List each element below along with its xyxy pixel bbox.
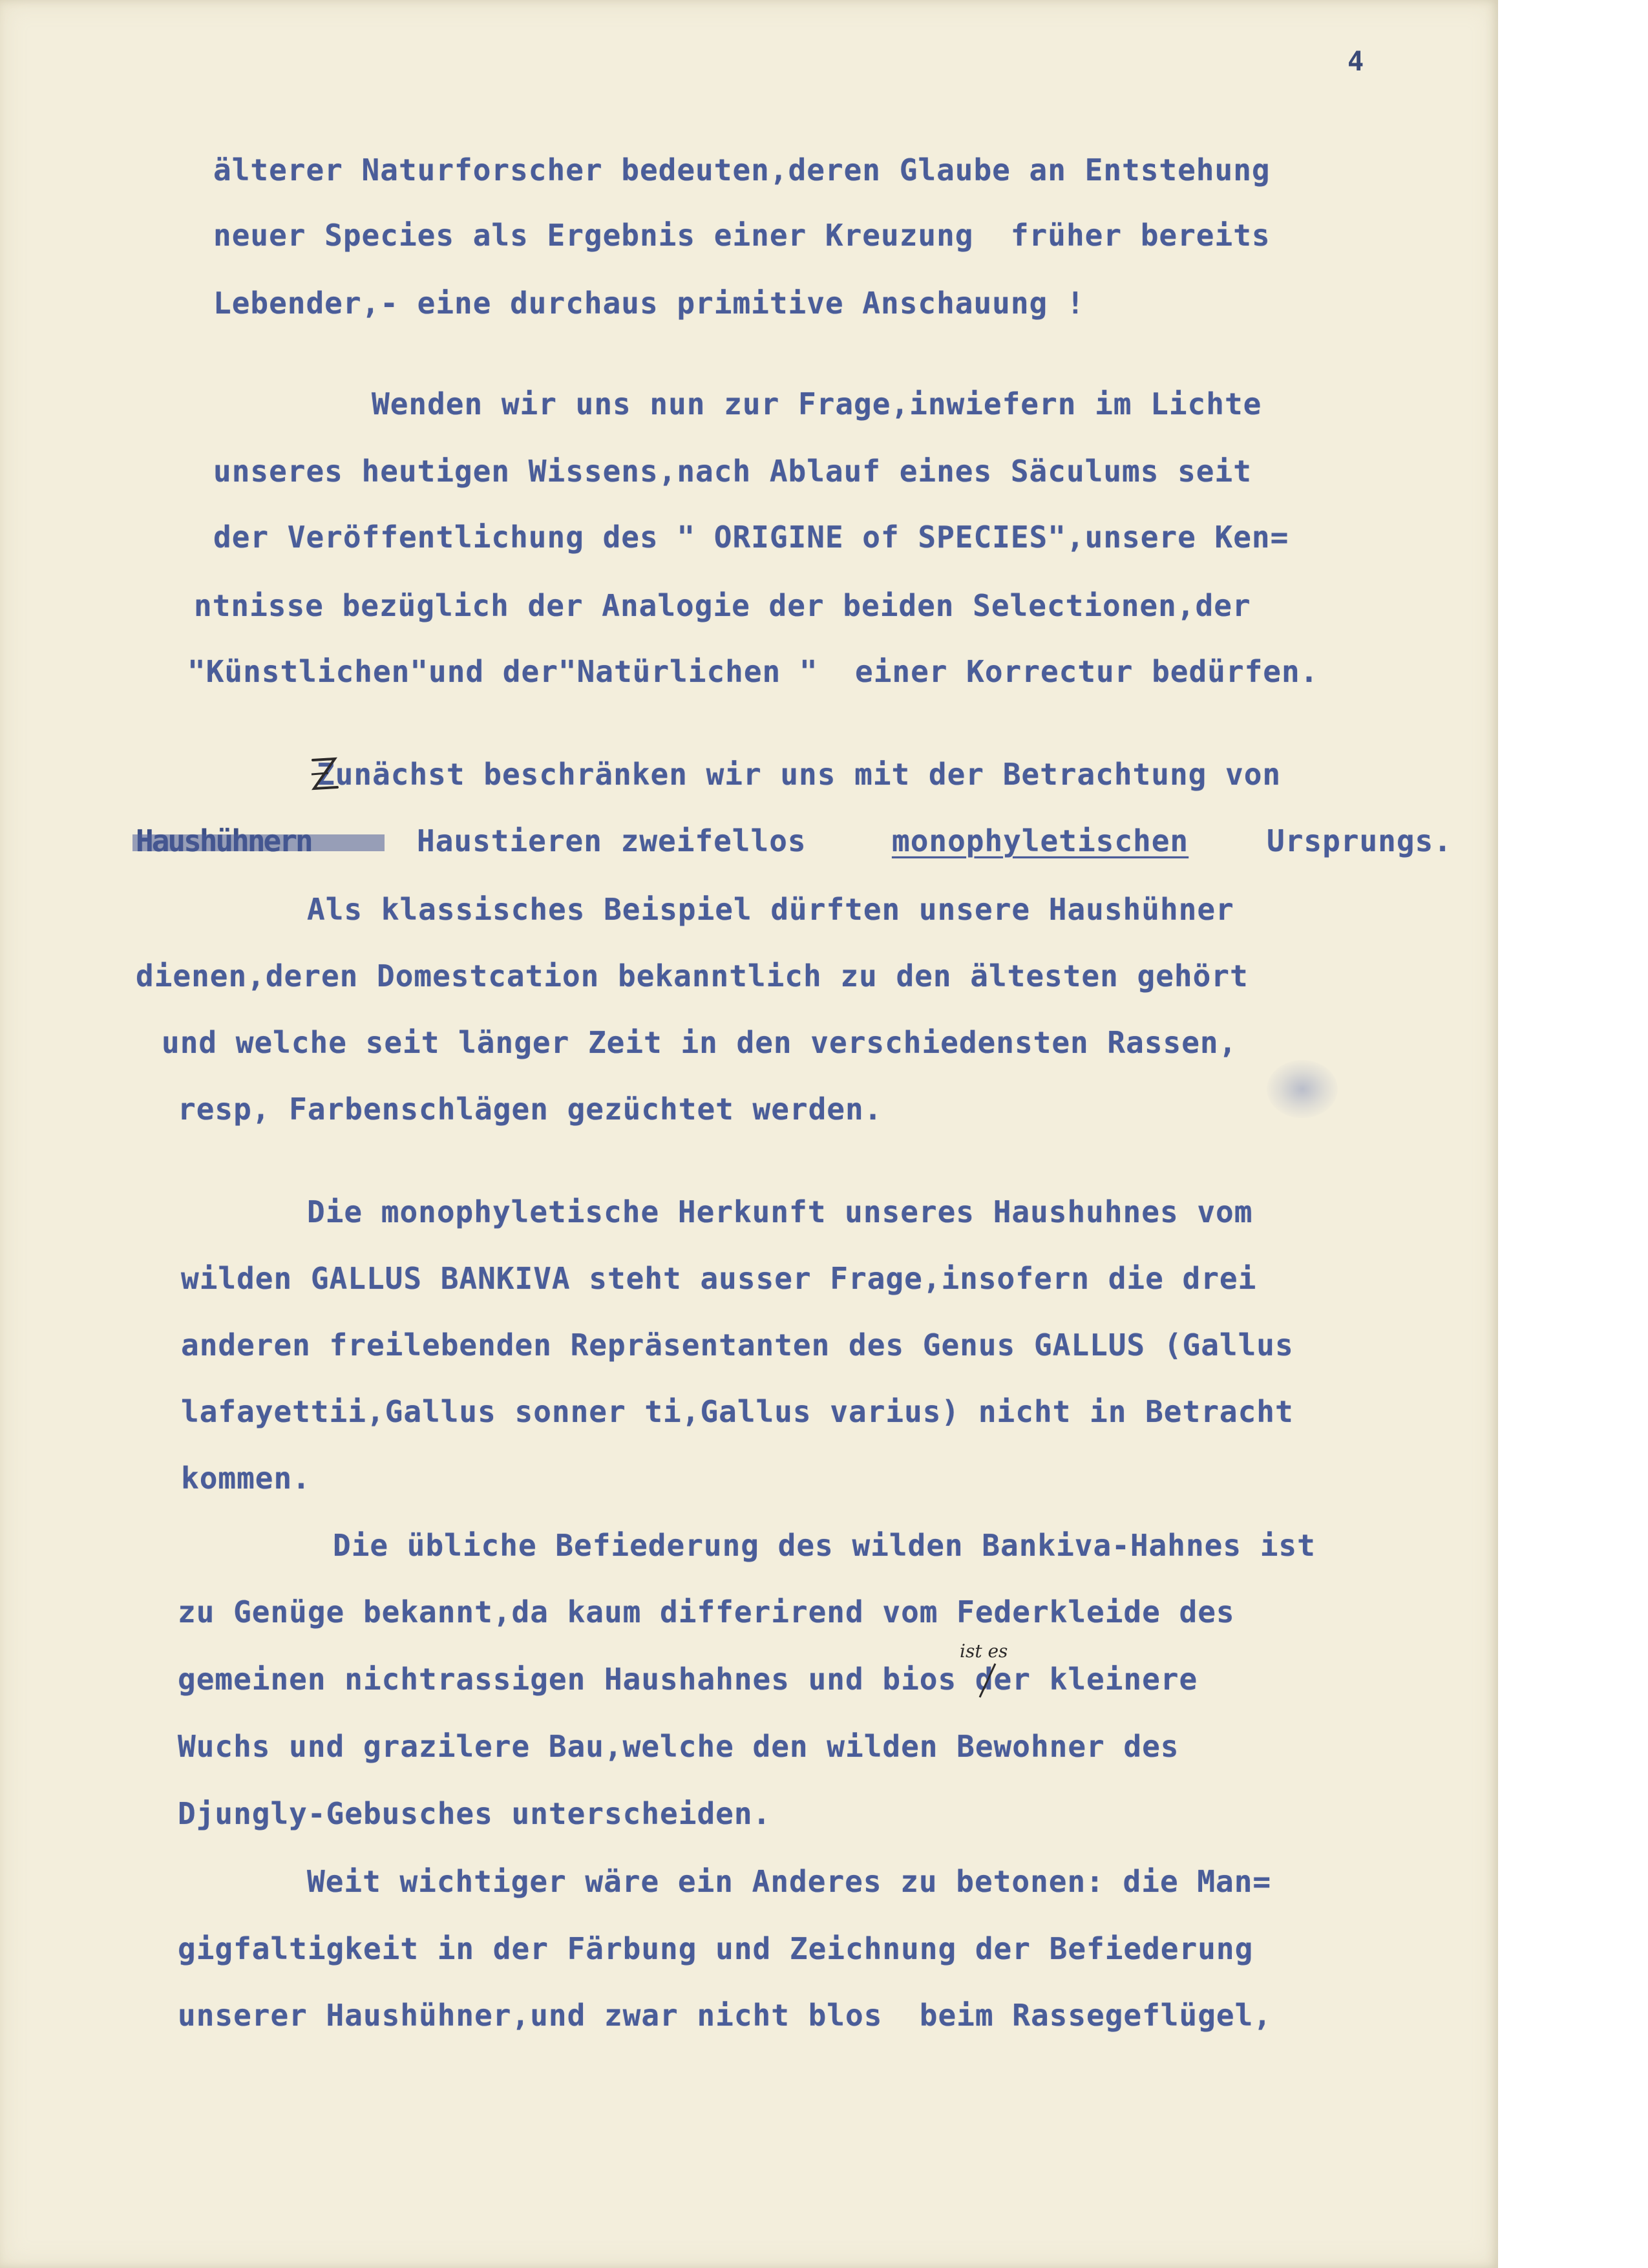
text-line: Lebender,- eine durchaus primitive Anschauung !	[213, 286, 1085, 321]
text-line: gemeinen nichtrassigen Haushahnes und bios der kleinere	[178, 1662, 1198, 1697]
text-line: kommen.	[181, 1461, 311, 1496]
text-line: zu Genüge bekannt,da kaum differirend vom Federkleide des	[178, 1595, 1235, 1629]
text-line: wilden GALLUS BANKIVA steht ausser Frage,insofern die drei	[181, 1261, 1257, 1296]
text-line: Ursprungs.	[1267, 823, 1452, 858]
strike-through-mark	[132, 831, 388, 856]
text-line: der Veröffentlichung des " ORIGINE of SPECIES",unsere Ken=	[213, 520, 1289, 555]
text-line: Wuchs und grazilere Bau,welche den wilden Bewohner des	[178, 1729, 1179, 1764]
handwritten-z-correction	[309, 755, 341, 795]
text-line: Wenden wir uns nun zur Frage,inwiefern im Lichte	[372, 387, 1262, 421]
text-line: unseres heutigen Wissens,nach Ablauf eines Säculums seit	[213, 454, 1252, 489]
text-line: ntnisse bezüglich der Analogie der beiden Selectionen,der	[194, 588, 1251, 623]
text-line: resp, Farbenschlägen gezüchtet werden.	[178, 1092, 883, 1127]
text-line: neuer Species als Ergebnis einer Kreuzung früher bereits	[213, 218, 1271, 253]
text-line: Haustieren zweifellos	[417, 823, 807, 858]
text-line: dienen,deren Domestcation bekanntlich zu den ältesten gehört	[136, 959, 1249, 993]
ink-smudge	[1267, 1060, 1338, 1118]
text-line: anderen freilebenden Repräsentanten des Genus GALLUS (Gallus	[181, 1328, 1294, 1362]
text-line: Zunächst beschränken wir uns mit der Betrachtung von	[317, 757, 1282, 792]
text-line: und welche seit länger Zeit in den verschiedensten Rassen,	[162, 1025, 1238, 1060]
page-number: 4	[1347, 45, 1364, 77]
text-line: Djungly-Gebusches unterscheiden.	[178, 1796, 772, 1831]
text-line: Die übliche Befiederung des wilden Bankiva-Hahnes ist	[333, 1528, 1316, 1563]
text-line: "Künstlichen"und der"Natürlichen " einer Korrectur bedürfen.	[187, 654, 1319, 689]
handwritten-slash	[975, 1661, 1000, 1700]
text-line: Die monophyletische Herkunft unseres Haushuhnes vom	[307, 1194, 1253, 1229]
text-line: lafayettii,Gallus sonner ti,Gallus varius) nicht in Betracht	[181, 1394, 1294, 1429]
text-line: Als klassisches Beispiel dürften unsere Haushühner	[307, 892, 1234, 927]
handwritten-insertion: ist es	[960, 1640, 1008, 1662]
text-line: unserer Haushühner,und zwar nicht blos beim Rassegeflügel,	[178, 1998, 1272, 2033]
text-line: älterer Naturforscher bedeuten,deren Glaube an Entstehung	[213, 153, 1271, 187]
underlined-word: monophyletischen	[892, 823, 1189, 858]
text-line: Weit wichtiger wäre ein Anderes zu betonen: die Man=	[307, 1864, 1272, 1899]
text-line: gigfaltigkeit in der Färbung und Zeichnung der Befiederung	[178, 1931, 1254, 1966]
